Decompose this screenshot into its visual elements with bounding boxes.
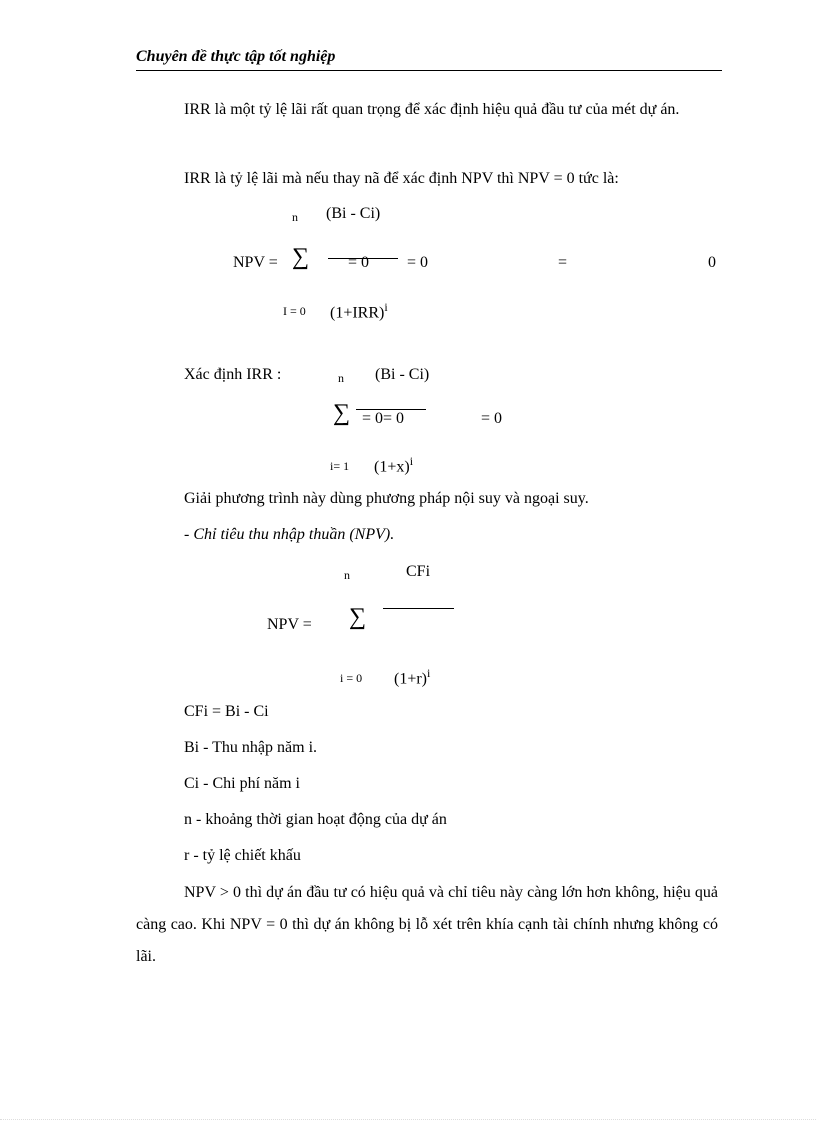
formula2-mid-value: = 0= 0	[362, 410, 405, 427]
formula1-lower-index: I = 0	[283, 304, 306, 318]
formula3-sigma: ∑	[349, 604, 367, 630]
formula2-lower-index: i= 1	[330, 459, 350, 473]
definition-n: n - khoảng thời gian hoạt động của dự án	[184, 811, 447, 828]
definition-cfi: CFi = Bi - Ci	[184, 703, 269, 720]
formula2-denominator: $(1+x)^i$	[374, 454, 414, 476]
page-bottom-border	[0, 1119, 816, 1120]
formula1-denominator: $(1+IRR)^i$	[330, 300, 388, 322]
formula3-lower-index: i = 0	[340, 671, 363, 685]
formula2-sigma: ∑	[333, 400, 351, 426]
page-header-title: Chuyên đề thực tập tốt nghiệp	[136, 48, 336, 65]
formula3-denominator: $(1+r)^i$	[394, 666, 431, 688]
definition-ci: Ci - Chi phí năm i	[184, 775, 300, 792]
formula1-upper-index: n	[292, 210, 298, 224]
formula3-lhs: NPV =	[267, 616, 312, 633]
formula2-exponent: i	[409, 454, 414, 468]
formula1-lhs: NPV =	[233, 254, 278, 271]
formula3-upper-index: n	[344, 568, 350, 582]
formula2-label: Xác định IRR :	[184, 366, 282, 383]
formula1-rhs: = 0	[407, 254, 429, 271]
formula1-exponent: i	[384, 300, 388, 314]
formula1-sigma: ∑	[292, 244, 310, 270]
paragraph-npv-conclusion: NPV > 0 thì dự án đầu tư có hiệu quả và chỉ tiêu này càng lớn hơn không, hiệu quả càng cao. Khi NPV = 0 thì dự án không bị lỗ xét trên khía cạnh tài chính nhưng không có lãi.	[136, 884, 718, 965]
formula1-value: 0	[708, 254, 716, 271]
formula1-mid-value: = 0	[348, 254, 370, 271]
definition-bi: Bi - Thu nhập năm i.	[184, 739, 318, 756]
formula3-exponent: i	[427, 666, 431, 680]
formula3-fraction-line	[383, 608, 454, 609]
formula3-numerator: CFi	[406, 563, 431, 580]
formula1-numerator: (Bi - Ci)	[326, 205, 381, 222]
formula2-upper-index: n	[338, 371, 344, 385]
definition-r: r - tỷ lệ chiết khấu	[184, 847, 301, 864]
section-heading-npv: - Chỉ tiêu thu nhập thuần (NPV).	[184, 526, 395, 543]
header-divider	[136, 70, 722, 71]
paragraph-irr-npv: IRR là tỷ lệ lãi mà nếu thay nã để xác định NPV thì NPV = 0 tức là:	[184, 170, 619, 187]
paragraph-irr-definition: IRR là một tỷ lệ lãi rất quan trọng để xác định hiệu quả đầu tư của mét dự án.	[184, 101, 680, 118]
formula1-equals: =	[558, 254, 568, 271]
formula2-numerator: (Bi - Ci)	[375, 366, 430, 383]
formula2-rhs: = 0	[481, 410, 503, 427]
paragraph-solve-method: Giải phương trình này dùng phương pháp nội suy và ngoại suy.	[184, 490, 589, 507]
